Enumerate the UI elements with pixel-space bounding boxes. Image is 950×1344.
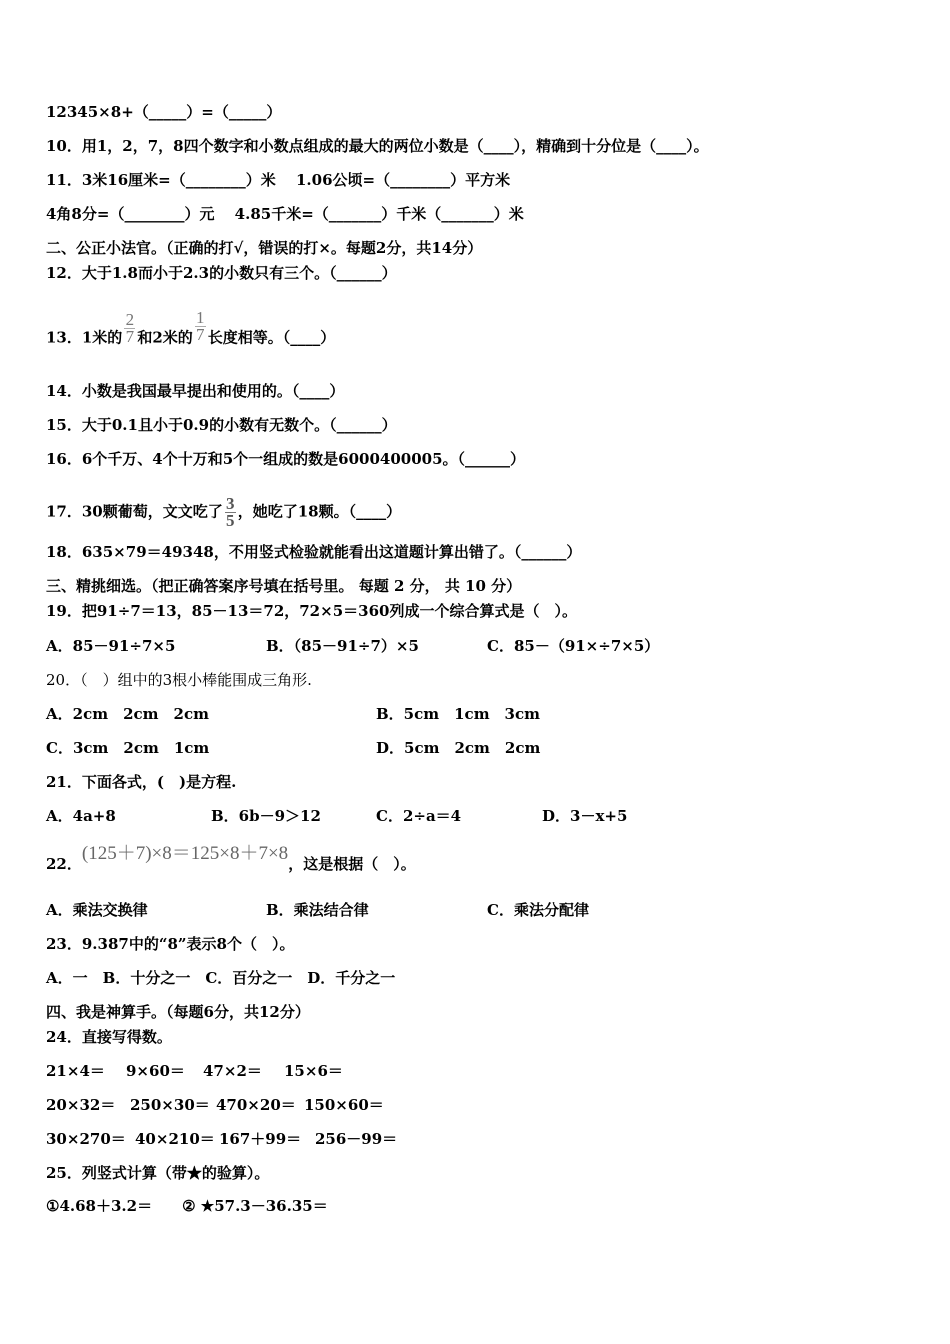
q21-option-b[interactable]: B．6b－9＞12: [211, 807, 321, 825]
q17-frac-numerator: 3: [226, 494, 235, 513]
q19-option-b[interactable]: B．（85－91÷7）×5: [266, 637, 419, 655]
calc-item: 15×6＝: [284, 1062, 343, 1080]
section-2-heading: 二、公正小法官。（正确的打√，错误的打×。每题2分，共14分）: [46, 239, 483, 257]
q20-option-c[interactable]: C．3cm 2cm 1cm: [46, 739, 210, 757]
calc-item: 470×20＝: [216, 1096, 296, 1114]
q19-option-c[interactable]: C．85－（91×÷7×5）: [487, 637, 660, 655]
q19-option-a[interactable]: A．85－91÷7×5: [46, 637, 176, 655]
question-10: 10．用1，2，7，8四个数字和小数点组成的最大的两位小数是（____），精确到十分位是（____）。: [46, 137, 709, 155]
q20-option-b[interactable]: B．5cm 1cm 3cm: [376, 705, 541, 723]
calc-item: 250×30＝: [130, 1096, 210, 1114]
q13-suffix: 长度相等。（____）: [207, 328, 336, 347]
calc-item: 40×210＝: [135, 1130, 215, 1148]
q22-formula: (125＋7)×8＝125×8＋7×8: [81, 843, 289, 864]
question-16: 16．6个千万、4个十万和5个一组成的数是6000400005。（______）: [46, 450, 526, 468]
calc-item: 167＋99＝: [219, 1130, 302, 1148]
q13-fraction-2: [195, 310, 206, 343]
q23-options[interactable]: A．一 B．十分之一 C．百分之一 D．千分之一: [46, 969, 396, 987]
calc-item: 256－99＝: [315, 1130, 398, 1148]
q17-fraction: [225, 496, 236, 529]
question-24: 24．直接写得数。: [46, 1028, 172, 1046]
question-21: 21．下面各式，( )是方程.: [46, 773, 237, 791]
q13-frac2-numerator: 1: [196, 308, 205, 327]
question-15: 15．大于0.1且小于0.9的小数有无数个。（______）: [46, 416, 397, 434]
calc-item: 47×2＝: [203, 1062, 262, 1080]
calc-item: 150×60＝: [304, 1096, 384, 1114]
q13-frac1-denominator: 7: [125, 327, 135, 346]
question-19: 19．把91÷7＝13，85－13＝72，72×5＝360列成一个综合算式是（ ）。: [46, 602, 577, 620]
q20-option-d[interactable]: D．5cm 2cm 2cm: [376, 739, 541, 757]
q21-option-d[interactable]: D．3－x+5: [542, 807, 628, 825]
question-11-line-2: 4角8分=（________）元 4.85千米=（_______）千米（_______）米: [46, 205, 524, 223]
q17-prefix: 17．30颗葡萄，文文吃了: [46, 502, 223, 521]
q17-suffix: ，她吃了18颗。（____）: [237, 502, 402, 521]
question-22: [46, 843, 416, 874]
q13-mid: 和2米的: [137, 328, 193, 347]
calc-item: 30×270＝: [46, 1130, 126, 1148]
q22-suffix: ，这是根据（ ）。: [288, 855, 416, 873]
question-11: 11．3米16厘米=（________）米 1.06公顷=（________）平方米: [46, 171, 511, 189]
q25-items: ①4.68＋3.2＝ ② ★57.3－36.35＝: [46, 1197, 328, 1215]
question-12: 12．大于1.8而小于2.3的小数只有三个。（______）: [46, 264, 397, 282]
q20-option-a[interactable]: A．2cm 2cm 2cm: [46, 705, 209, 723]
q9-continuation: 12345×8+（_____）=（_____）: [46, 103, 282, 121]
calc-item: 20×32＝: [46, 1096, 116, 1114]
section-4-heading: 四、我是神算手。（每题6分，共12分）: [46, 1003, 310, 1021]
q17-frac-denominator: 5: [226, 511, 235, 530]
question-14: 14．小数是我国最早提出和使用的。（____）: [46, 382, 345, 400]
q13-fraction-1: [124, 312, 135, 345]
q13-frac1-numerator: 2: [125, 310, 135, 329]
q21-option-c[interactable]: C．2÷a＝4: [376, 807, 462, 825]
q13-prefix: 13．1米的: [46, 328, 123, 347]
section-3-heading: 三、精挑细选。（把正确答案序号填在括号里。 每题 2 分， 共 10 分）: [46, 577, 522, 595]
question-17: [46, 496, 401, 529]
q22-option-a[interactable]: A．乘法交换律: [46, 901, 148, 919]
q22-prefix: 22．: [46, 855, 82, 873]
question-13: [46, 308, 336, 355]
question-25: 25．列竖式计算（带★的验算）。: [46, 1164, 270, 1182]
q21-option-a[interactable]: A．4a+8: [46, 807, 116, 825]
q22-option-b[interactable]: B．乘法结合律: [266, 901, 369, 919]
question-23: 23．9.387中的“8”表示8个（ ）。: [46, 935, 295, 953]
q13-frac2-denominator: 7: [196, 325, 205, 344]
question-20: 20．（ ）组中的3根小棒能围成三角形.: [46, 671, 312, 689]
q22-option-c[interactable]: C．乘法分配律: [487, 901, 589, 919]
calc-item: 9×60＝: [126, 1062, 185, 1080]
calc-item: 21×4＝: [46, 1062, 105, 1080]
question-18: 18．635×79＝49348，不用竖式检验就能看出这道题计算出错了。（______）: [46, 543, 582, 561]
